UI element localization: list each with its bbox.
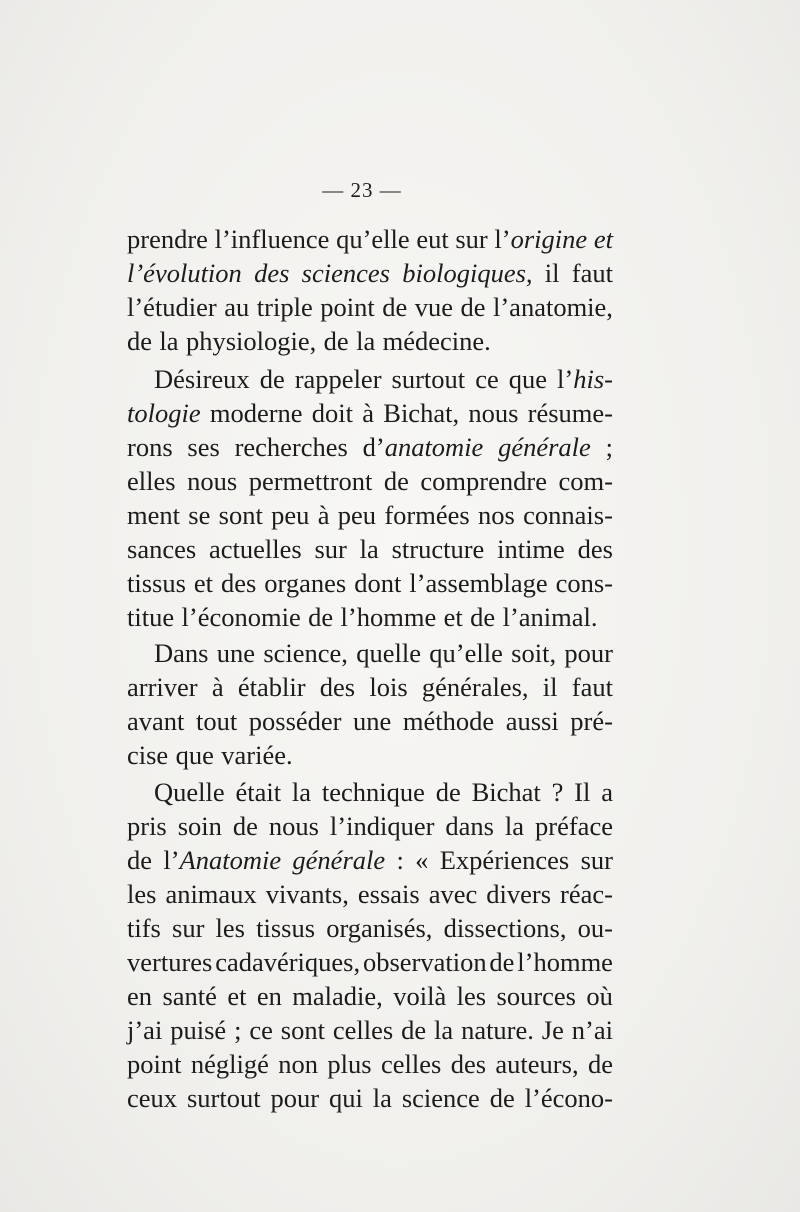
word: préface [535, 811, 613, 841]
word: des [254, 258, 290, 288]
word: de [587, 1049, 613, 1079]
word: maladie, [292, 981, 383, 1011]
word: et [227, 981, 247, 1011]
word: formées [384, 500, 470, 530]
word: des [450, 1049, 487, 1079]
word: l’influence [214, 224, 330, 254]
word: de [308, 602, 334, 632]
word: sciences [301, 258, 390, 288]
word: surtout [391, 364, 466, 394]
text-line [127, 430, 613, 464]
word: essais [357, 879, 420, 909]
word: cise [127, 740, 169, 770]
word: cons- [555, 568, 613, 598]
word: connais- [523, 500, 613, 530]
word: les [215, 913, 245, 943]
text-line [127, 979, 613, 1013]
word: et [443, 602, 463, 632]
word: eut [416, 224, 449, 254]
word: a [601, 777, 613, 807]
word: l’économie [181, 602, 301, 632]
word: l’homme [340, 602, 437, 632]
word: l’étudier [127, 292, 217, 322]
word: ? [551, 777, 564, 807]
word: l’his- [557, 364, 613, 394]
word: point [127, 1049, 182, 1079]
word: vue [414, 292, 453, 322]
text-line [127, 636, 613, 670]
word: doit [311, 398, 354, 428]
word: ce [249, 1015, 273, 1045]
word: l’indiquer [329, 811, 435, 841]
word: au [224, 292, 250, 322]
word: sont [218, 500, 263, 530]
word: avant [127, 706, 185, 736]
word: pour [270, 1083, 320, 1113]
word: biologiques, [402, 258, 533, 288]
word: générale [292, 845, 386, 875]
word: organisés, [326, 913, 433, 943]
word: aussi [505, 706, 559, 736]
word: comprendre [420, 466, 547, 496]
word: soin [177, 811, 222, 841]
word: voilà [393, 981, 447, 1011]
word: résume- [527, 398, 613, 428]
text-line [127, 324, 613, 358]
word: générale [498, 432, 591, 462]
word: auteurs, [495, 1049, 579, 1079]
word: tologie [127, 398, 201, 428]
text-line [127, 843, 613, 877]
word: de [489, 1083, 515, 1113]
word: l’anatomie, [493, 292, 613, 322]
word: à [317, 500, 330, 530]
word: ses [187, 432, 220, 462]
word: Expériences [439, 845, 570, 875]
word: était [235, 777, 282, 807]
word: actuelles [208, 534, 302, 564]
word: en [256, 981, 282, 1011]
text-line [127, 775, 613, 809]
word: vertures [127, 947, 213, 977]
text-line [127, 600, 613, 634]
word: de [127, 326, 153, 356]
word: une [216, 638, 256, 668]
word: Désireux [154, 364, 250, 394]
word: recherches [234, 432, 348, 462]
word: nous [468, 398, 519, 428]
word: intime [497, 534, 565, 564]
word: permettront [248, 466, 373, 496]
word: les [127, 879, 157, 909]
word: qui [329, 1083, 363, 1113]
text-line [127, 256, 613, 290]
text-line [127, 738, 613, 772]
word: sances [127, 534, 197, 564]
word: les [456, 981, 487, 1011]
word: il [542, 672, 558, 702]
word: peu [271, 500, 310, 530]
word: his- [573, 364, 613, 394]
word: rappeler [294, 364, 382, 394]
text-line [127, 464, 613, 498]
word: des [220, 568, 257, 598]
text-line [127, 1081, 613, 1115]
text-line [127, 945, 613, 979]
word: de [232, 811, 258, 841]
word: de [489, 947, 515, 977]
word: celles [332, 1015, 394, 1045]
word: posséder [248, 706, 342, 736]
word: tissus [256, 913, 316, 943]
word: vivants, [265, 879, 349, 909]
word: négligé [190, 1049, 269, 1079]
word: de [382, 292, 408, 322]
word: dans [445, 811, 494, 841]
word: santé [162, 981, 217, 1011]
word: que [175, 740, 214, 770]
text-line [127, 877, 613, 911]
word: Anatomie [179, 845, 282, 875]
word: triple [256, 292, 313, 322]
word: surtout [186, 1083, 261, 1113]
word: à [211, 672, 224, 702]
word: se [188, 500, 211, 530]
word: médecine. [382, 326, 491, 356]
word: tifs [127, 913, 161, 943]
word: tissus [127, 568, 186, 598]
word: Bichat [471, 777, 541, 807]
word: Quelle [154, 777, 225, 807]
word: pré- [570, 706, 613, 736]
word: dont [354, 568, 402, 598]
word: origine [510, 224, 588, 254]
word: physiologie, [185, 326, 317, 356]
word: non [278, 1049, 319, 1079]
word: sur [580, 845, 613, 875]
word: science, [263, 638, 348, 668]
word: pour [564, 638, 613, 668]
word: la [504, 811, 525, 841]
word: prendre [127, 224, 208, 254]
word: nous [187, 466, 238, 496]
word: peu [337, 500, 377, 530]
word: établir [237, 672, 306, 702]
word: : [396, 845, 404, 875]
word: où [586, 981, 613, 1011]
word: réac- [560, 879, 613, 909]
word: de [470, 602, 496, 632]
text-line [127, 1047, 613, 1081]
text-line [127, 809, 613, 843]
page-number: — 23 — [322, 178, 402, 202]
word: sur [455, 224, 488, 254]
text-line [127, 532, 613, 566]
word: organes [264, 568, 347, 598]
word: l’écono- [524, 1083, 613, 1113]
word: méthode [402, 706, 495, 736]
word: Bichat, [383, 398, 460, 428]
word: variée. [221, 740, 293, 770]
word: technique [321, 777, 425, 807]
word: il [544, 258, 560, 288]
word: pris [127, 811, 167, 841]
word: la [159, 326, 179, 356]
word: l’évolution [127, 258, 242, 288]
word: science [401, 1083, 480, 1113]
word: l’animal. [502, 602, 598, 632]
text-line [127, 1013, 613, 1047]
word: la [372, 1083, 392, 1113]
word: ; [234, 1015, 242, 1045]
word: animaux [165, 879, 257, 909]
word: faut [571, 672, 613, 702]
word: quelle [356, 638, 421, 668]
word: l’origine [494, 224, 588, 254]
text-line [127, 704, 613, 738]
word: sources [496, 981, 576, 1011]
word: sur [172, 913, 205, 943]
word: soit, [511, 638, 557, 668]
word: ; [605, 432, 613, 462]
word: ou- [577, 913, 613, 943]
word: à [362, 398, 375, 428]
word: n’ai [571, 1015, 613, 1045]
word: l’Anatomie [163, 845, 282, 875]
text-line [127, 670, 613, 704]
word: en [127, 981, 153, 1011]
word: plus [327, 1049, 372, 1079]
text-line [127, 396, 613, 430]
word: dissections, [443, 913, 567, 943]
word: sont [280, 1015, 325, 1045]
word: de [435, 777, 461, 807]
word: ce [475, 364, 499, 394]
word: faut [571, 258, 613, 288]
word: point [320, 292, 375, 322]
text-line [127, 498, 613, 532]
word: de [127, 845, 153, 875]
word: Il [574, 777, 591, 807]
word: « [415, 845, 429, 875]
word: la [356, 326, 376, 356]
word: la [434, 1015, 454, 1045]
word: nos [478, 500, 515, 530]
text-line [127, 566, 613, 600]
word: de [460, 292, 486, 322]
word: générales, [421, 672, 529, 702]
word: et [593, 224, 613, 254]
word: puisé [170, 1015, 227, 1045]
word: qu’elle [336, 224, 410, 254]
word: que [508, 364, 547, 394]
word: j’ai [127, 1015, 163, 1045]
word: de [323, 326, 349, 356]
word: observation [362, 947, 487, 977]
word: Dans [154, 638, 209, 668]
word: arriver [127, 672, 198, 702]
text-line [127, 222, 613, 256]
word: nature. [461, 1015, 534, 1045]
word: lois [369, 672, 408, 702]
word: tout [195, 706, 238, 736]
word: divers [486, 879, 552, 909]
word: l’assemblage [409, 568, 548, 598]
text-line [127, 362, 613, 396]
word: ment [127, 500, 180, 530]
text-line [127, 911, 613, 945]
word: et [193, 568, 214, 598]
word: titue [127, 602, 175, 632]
word: de [383, 466, 409, 496]
word: l’homme [517, 947, 613, 977]
word: qu’elle [429, 638, 503, 668]
word: d’anatomie [362, 432, 484, 462]
word: com- [558, 466, 613, 496]
text-line [127, 290, 613, 324]
word: de [259, 364, 285, 394]
word: celles [380, 1049, 442, 1079]
word: cadavériques, [215, 947, 361, 977]
word: la [359, 534, 379, 564]
word: moderne [209, 398, 303, 428]
word: nous [268, 811, 319, 841]
word: des [577, 534, 613, 564]
word: structure [391, 534, 485, 564]
word: Je [541, 1015, 564, 1045]
word: anatomie [384, 432, 484, 462]
word: une [353, 706, 392, 736]
word: sur [314, 534, 347, 564]
word: ceux [127, 1083, 178, 1113]
word: de [401, 1015, 427, 1045]
word: elles [127, 466, 176, 496]
body-text [127, 222, 613, 1115]
word: la [291, 777, 312, 807]
word: des [319, 672, 356, 702]
word: avec [428, 879, 478, 909]
word: rons [127, 432, 173, 462]
